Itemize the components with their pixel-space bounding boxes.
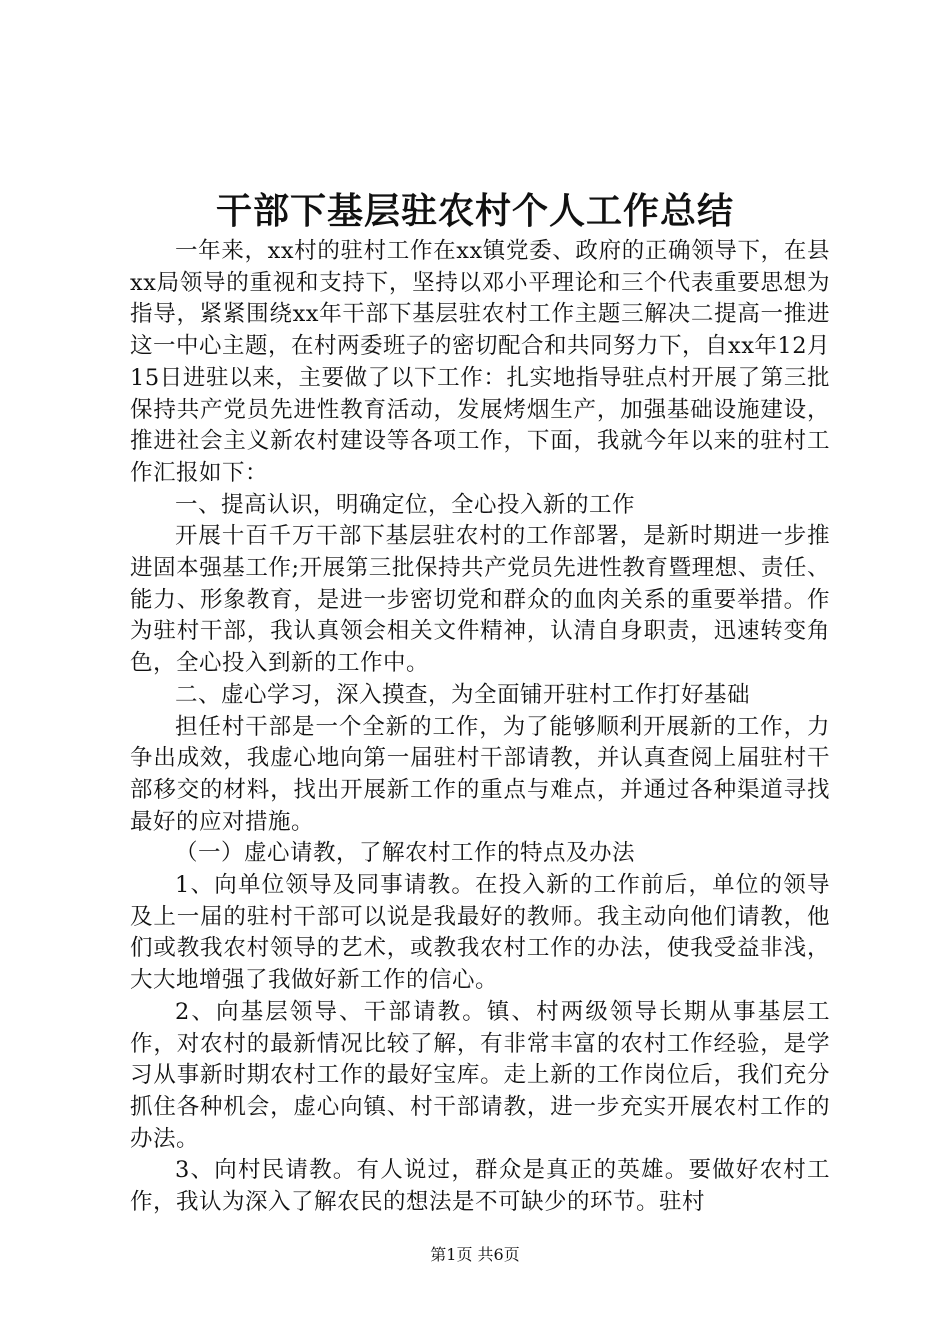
page-footer: 第1页 共6页 <box>430 1245 520 1264</box>
document-body <box>130 236 830 1219</box>
paragraph-item-2: 2、向基层领导、干部请教。镇、村两级领导长期从事基层工作，对农村的最新情况比较了解，有非常丰富的农村工作经验，是学习从事新时期农村工作的最好宝库。走上新的工作岗位后，我们充分抓住各种机会，虚心向镇、村干部请教，进一步充实开展农村工作的办法。 <box>130 998 830 1152</box>
paragraph-section-2: 担任村干部是一个全新的工作，为了能够顺利开展新的工作，力争出成效，我虚心地向第一届驻村干部请教，并认真查阅上届驻村干部移交的材料，找出开展新工作的重点与难点，并通过各种渠道寻找最好的应对措施。 <box>130 713 830 835</box>
section-heading-2: 二、虚心学习，深入摸查，为全面铺开驻村工作打好基础 <box>175 681 751 708</box>
paragraph-intro: 一年来，xx村的驻村工作在xx镇党委、政府的正确领导下，在县xx局领导的重视和支持下，坚持以邓小平理论和三个代表重要思想为指导，紧紧围绕xx年干部下基层驻农村工作主题三解决二提高一推进这一中心主题，在村两委班子的密切配合和共同努力下，自xx年12月15日进驻以来，主要做了以下工作：扎实地指导驻点村开展了第三批保持共产党员先进性教育活动，发展烤烟生产，加强基础设施建设，推进社会主义新农村建设等各项工作，下面，我就今年以来的驻村工作汇报如下： <box>130 238 831 486</box>
paragraph-item-1: 1、向单位领导及同事请教。在投入新的工作前后，单位的领导及上一届的驻村干部可以说是我最好的教师。我主动向他们请教，他们或教我农村领导的艺术，或教我农村工作的办法，使我受益非浅，大大地增强了我做好新工作的信心。 <box>130 872 830 994</box>
section-heading-1: 一、提高认识，明确定位，全心投入新的工作 <box>175 491 636 518</box>
subsection-heading-1: （一）虚心请教，了解农村工作的特点及办法 <box>175 840 636 867</box>
paragraph-section-1: 开展十百千万干部下基层驻农村的工作部署，是新时期进一步推进固本强基工作;开展第三批保持共产党员先进性教育暨理想、责任、能力、形象教育，是进一步密切党和群众的血肉关系的重要举措。作为驻村干部，我认真领会相关文件精神，认清自身职责，迅速转变角色，全心投入到新的工作中。 <box>130 523 830 677</box>
paragraph-item-3: 3、向村民请教。有人说过，群众是真正的英雄。要做好农村工作，我认为深入了解农民的想法是不可缺少的环节。驻村 <box>130 1157 830 1216</box>
document-title: 干部下基层驻农村个人工作总结 <box>215 190 734 232</box>
